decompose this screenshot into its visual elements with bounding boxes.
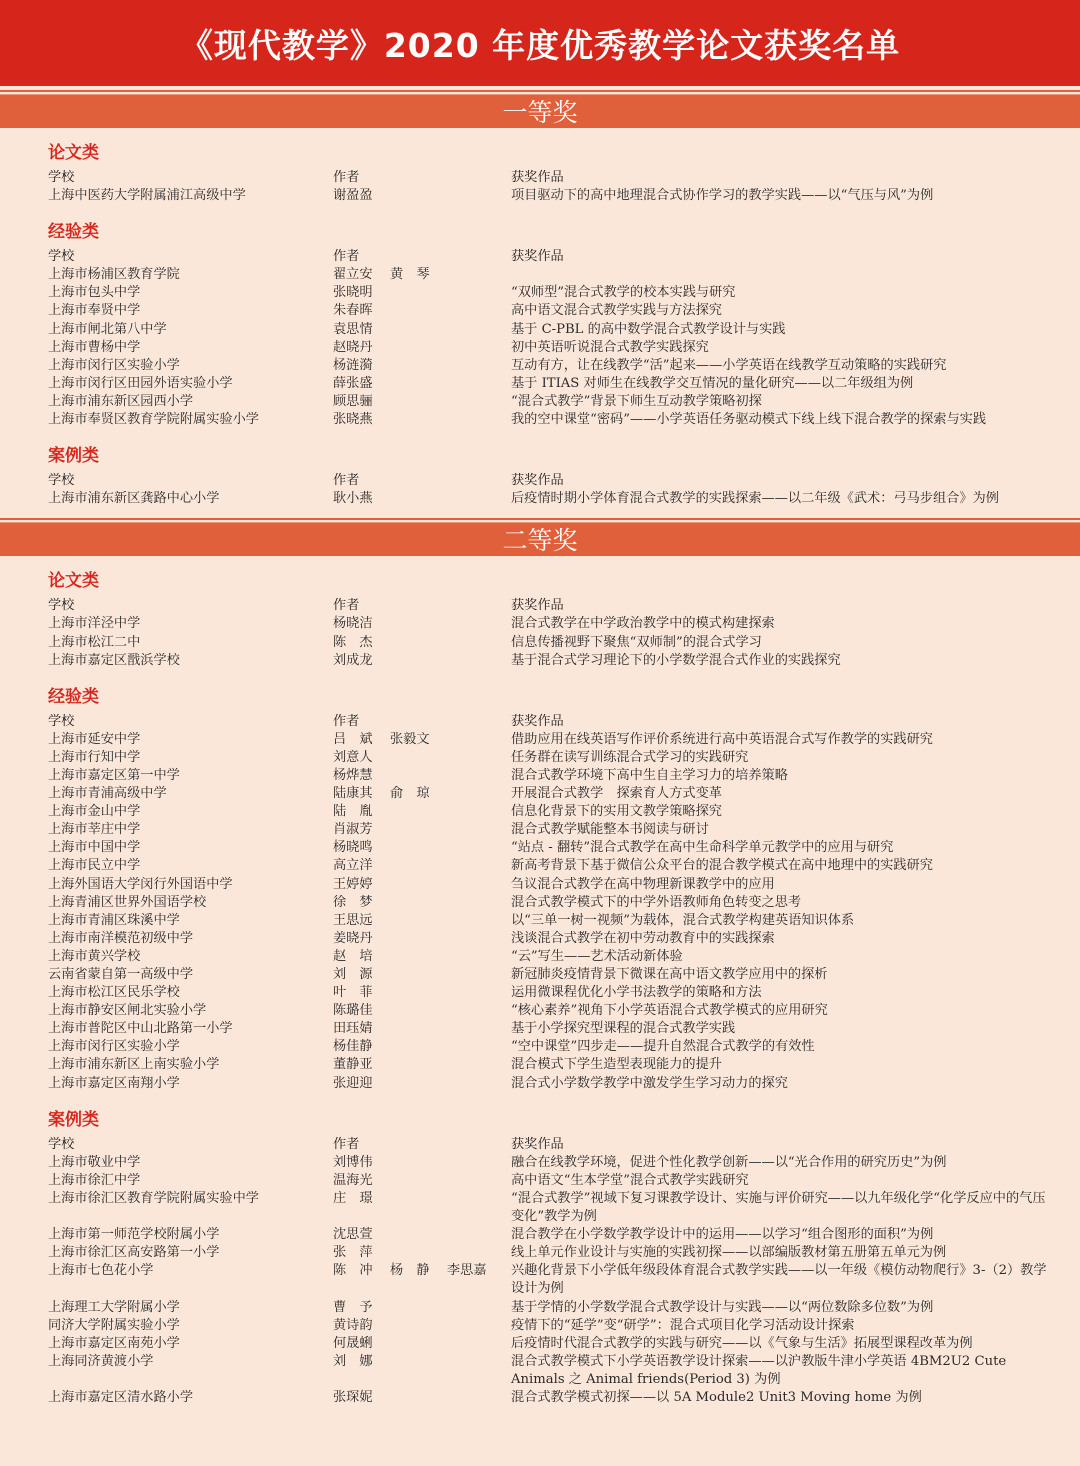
school-cell: 上海外国语大学闵行外国语中学 [48, 876, 233, 892]
author-cell: 叶 菲 [333, 985, 373, 1001]
column-header-school: 学校 [48, 1136, 75, 1152]
school-cell: 上海同济黄渡小学 [48, 1353, 154, 1369]
school-cell: 上海市闸北第八中学 [48, 321, 167, 337]
school-cell: 上海市青浦区珠溪中学 [48, 912, 180, 928]
column-header-work: 获奖作品 [511, 473, 564, 489]
table-row [0, 749, 1080, 767]
column-header-row [0, 713, 1080, 731]
award-list [0, 94, 1080, 1407]
column-header-school: 学校 [48, 598, 75, 614]
school-cell: 上海市民立中学 [48, 858, 141, 874]
school-cell: 上海市七色花小学 [48, 1263, 154, 1279]
work-cell: 融合在线教学环境，促进个性化教学创新——以“光合作用的研究历史”为例 [511, 1154, 947, 1170]
author-cell: 高立洋 [333, 858, 373, 874]
category-title: 论文类 [48, 143, 99, 163]
school-cell: 上海市莘庄中学 [48, 822, 141, 838]
author-cell: 刘意人 [333, 749, 373, 765]
work-cell: 混合式教学模式下小学英语教学设计探索——以沪教版牛津小学英语 4BM2U2 Cute Animals 之 Animal friends(Period 3) 为例 [511, 1353, 1007, 1387]
work-cell: 基于 ITIAS 对师生在线教学交互情况的量化研究——以二年级组为例 [511, 375, 914, 391]
school-cell: 上海市闵行区实验小学 [48, 1039, 180, 1055]
column-header-school: 学校 [48, 473, 75, 489]
column-header-author: 作者 [333, 170, 360, 185]
author-cell: 翟立安 黄 琴 [333, 267, 430, 283]
school-cell: 上海市包头中学 [48, 285, 141, 301]
table-row [0, 876, 1080, 894]
category-title: 经验类 [48, 686, 99, 707]
author-cell: 陆康其 俞 琼 [333, 786, 430, 802]
table-row [0, 302, 1080, 320]
author-cell: 杨晓鸣 [333, 840, 373, 856]
column-header-work: 获奖作品 [511, 249, 564, 265]
work-cell: 互动有方，让在线教学“活”起来——小学英语在线教学互动策略的实践研究 [511, 357, 947, 373]
school-cell: 上海中医药大学附属浦江高级中学 [48, 188, 246, 204]
author-cell: 赵 培 [333, 948, 373, 964]
school-cell: 上海市浦东新区园西小学 [48, 393, 194, 409]
table-row [0, 839, 1080, 857]
author-cell: 杨晓洁 [333, 616, 373, 632]
table-row [0, 393, 1080, 411]
column-header-author: 作者 [333, 249, 360, 265]
author-cell: 董静亚 [333, 1057, 373, 1073]
school-cell: 上海市奉贤中学 [48, 303, 141, 319]
work-cell: 以“三单一树一视频”为载体，混合式教学构建英语知识体系 [511, 912, 855, 928]
author-cell: 何晟蜊 [333, 1335, 373, 1351]
column-header-work: 获奖作品 [511, 170, 564, 185]
work-cell: “双师型”混合式教学的校本实践与研究 [511, 285, 736, 301]
author-cell: 徐 梦 [333, 894, 373, 910]
author-cell: 黄诗韵 [333, 1317, 373, 1333]
work-cell: 初中英语听说混合式教学实践探究 [511, 339, 709, 355]
table-row [0, 284, 1080, 302]
author-cell: 耿小燕 [333, 491, 373, 507]
column-header-row [0, 248, 1080, 266]
work-cell: 基于学情的小学数学混合式教学设计与实践——以“两位数除多位数”为例 [511, 1299, 934, 1315]
table-row [0, 375, 1080, 393]
table-row [0, 785, 1080, 803]
author-cell: 张晓燕 [333, 412, 373, 428]
table-row [0, 411, 1080, 429]
work-cell: “混合式教学”视域下复习课教学设计、实施与评价研究——以九年级化学“化学反应中的气压变化”教学为例 [511, 1190, 1046, 1225]
work-cell: “云”写生——艺术活动新体验 [511, 948, 683, 964]
table-row [0, 1002, 1080, 1020]
work-cell: 混合教学在小学数学教学设计中的运用——以学习“组合图形的面积”为例 [511, 1227, 934, 1243]
author-cell: 曹 予 [333, 1299, 373, 1315]
school-cell: 上海市徐汇区教育学院附属实验中学 [48, 1190, 259, 1206]
table-row [0, 266, 1080, 284]
table-row [0, 357, 1080, 375]
author-cell: 温海光 [333, 1172, 373, 1188]
table-row [0, 803, 1080, 821]
work-cell: 新高考背景下基于微信公众平台的混合教学模式在高中地理中的实践研究 [511, 858, 933, 874]
table-row [0, 1389, 1080, 1407]
school-cell: 上海市敬业中学 [48, 1154, 141, 1170]
work-cell: 项目驱动下的高中地理混合式协作学习的教学实践——以“气压与风”为例 [511, 188, 934, 204]
author-cell: 顾思骊 [333, 393, 373, 409]
table-row [0, 1244, 1080, 1262]
work-cell: 新冠肺炎疫情背景下微课在高中语文教学应用中的探析 [511, 967, 828, 982]
author-cell: 谢盈盈 [333, 188, 373, 204]
school-cell: 上海市嘉定区戬浜学校 [48, 652, 180, 668]
school-cell: 上海市浦东新区龚路中心小学 [48, 491, 220, 507]
column-header-school: 学校 [48, 713, 75, 729]
author-cell: 张琛妮 [333, 1389, 373, 1405]
work-cell: 高中语文“生本学堂”混合式教学实践研究 [511, 1172, 749, 1188]
column-header-row [0, 597, 1080, 615]
page-title: 《现代教学》2020 年度优秀教学论文获奖名单 [179, 25, 901, 65]
work-cell: 混合式教学模式下的中学外语教师角色转变之思考 [511, 894, 802, 910]
author-cell: 沈思萱 [333, 1227, 373, 1243]
author-cell: 赵晓丹 [333, 339, 373, 355]
school-cell: 上海市延安中学 [48, 731, 141, 747]
work-cell: 基于小学探究型课程的混合式教学实践 [511, 1021, 736, 1037]
school-cell: 上海市静安区闸北实验小学 [48, 1003, 207, 1019]
column-header-author: 作者 [333, 598, 360, 614]
work-cell: “站点 - 翻转”混合式教学在高中生命科学单元教学中的应用与研究 [511, 840, 894, 856]
school-cell: 上海市松江二中 [48, 634, 141, 650]
work-cell: 开展混合式教学 探索育人方式变革 [511, 786, 722, 802]
work-cell: “空中课堂”四步走——提升自然混合式教学的有效性 [511, 1039, 815, 1055]
category-title: 案例类 [48, 1109, 99, 1130]
work-cell: 混合式教学环境下高中生自主学习力的培养策略 [511, 767, 788, 783]
column-header-row [0, 1136, 1080, 1154]
author-cell: 张晓明 [333, 285, 373, 301]
work-cell: 基于混合式学习理论下的小学数学混合式作业的实践探究 [511, 652, 841, 668]
table-row [0, 857, 1080, 875]
work-cell: 任务群在读写训练混合式学习的实践研究 [511, 749, 749, 765]
table-row [0, 948, 1080, 966]
table-row [0, 1335, 1080, 1353]
table-row [0, 187, 1080, 205]
work-cell: 浅谈混合式教学在初中劳动教育中的实践探索 [511, 930, 775, 946]
school-cell: 上海市嘉定区第一中学 [48, 767, 180, 783]
table-row [0, 930, 1080, 948]
school-cell: 上海市闵行区田园外语实验小学 [48, 375, 233, 391]
prize-heading: 一等奖 [0, 94, 1080, 128]
work-cell: 基于 C-PBL 的高中数学混合式教学设计与实践 [511, 321, 786, 337]
table-row [0, 912, 1080, 930]
work-cell: 疫情下的“延学”变“研学”：混合式项目化学习活动设计探索 [511, 1317, 855, 1333]
author-cell: 陆 胤 [333, 804, 373, 820]
category-title: 案例类 [48, 446, 99, 467]
work-cell: 刍议混合式教学在高中物理新课教学中的应用 [511, 876, 775, 892]
column-header-work: 获奖作品 [511, 1136, 564, 1152]
table-row [0, 1353, 1080, 1389]
work-cell: “混合式教学”背景下师生互动教学策略初探 [511, 393, 762, 409]
work-cell: 兴趣化背景下小学低年级段体育混合式教学实践——以一年级《模仿动物爬行》3-（2）教学设计为例 [511, 1263, 1047, 1297]
school-cell: 上海理工大学附属小学 [48, 1299, 180, 1315]
author-cell: 张 萍 [333, 1245, 373, 1261]
table-row [0, 1262, 1080, 1298]
work-cell: 后疫情时代混合式教学的实践与研究——以《气象与生活》拓展型课程改革为例 [511, 1335, 973, 1351]
author-cell: 庄 璟 [333, 1190, 373, 1206]
author-cell: 陈 冲 杨 静 李思嘉 [333, 1263, 487, 1279]
author-cell: 刘博伟 [333, 1154, 373, 1170]
school-cell: 上海市松江区民乐学校 [48, 985, 180, 1001]
table-row [0, 821, 1080, 839]
column-header-school: 学校 [48, 170, 75, 185]
school-cell: 上海市曹杨中学 [48, 339, 141, 355]
work-cell: 我的空中课堂“密码”——小学英语任务驱动模式下线上线下混合教学的探索与实践 [511, 412, 987, 428]
author-cell: 田珏婧 [333, 1021, 373, 1037]
school-cell: 同济大学附属实验小学 [48, 1317, 180, 1333]
author-cell: 张迎迎 [333, 1075, 373, 1091]
work-cell: 线上单元作业设计与实施的实践初探——以部编版教材第五册第五单元为例 [511, 1245, 947, 1261]
school-cell: 上海市普陀区中山北路第一小学 [48, 1021, 233, 1037]
column-header-author: 作者 [333, 713, 360, 729]
school-cell: 上海市杨浦区教育学院 [48, 267, 180, 283]
school-cell: 上海市行知中学 [48, 749, 141, 765]
school-cell: 上海市南洋模范初级中学 [48, 930, 194, 946]
author-cell: 姜晓丹 [333, 930, 373, 946]
school-cell: 上海市第一师范学校附属小学 [48, 1227, 220, 1243]
table-row [0, 984, 1080, 1002]
table-row [0, 767, 1080, 785]
table-row [0, 1154, 1080, 1172]
table-row [0, 894, 1080, 912]
author-cell: 王婷婷 [333, 876, 373, 892]
work-cell [511, 266, 1051, 284]
work-cell: 混合式教学在中学政治教学中的模式构建探索 [511, 616, 775, 632]
author-cell: 杨烨慧 [333, 767, 373, 783]
work-cell: 信息化背景下的实用文教学策略探究 [511, 804, 722, 820]
school-cell: 上海市徐汇区高安路第一小学 [48, 1245, 220, 1261]
author-cell: 陈璐佳 [333, 1003, 373, 1019]
table-row [0, 490, 1080, 508]
author-cell: 杨佳静 [333, 1039, 373, 1055]
author-cell: 肖淑芳 [333, 822, 373, 838]
table-row [0, 1075, 1080, 1093]
table-row [0, 731, 1080, 749]
table-row [0, 1226, 1080, 1244]
author-cell: 袁思情 [333, 321, 373, 337]
school-cell: 上海青浦区世界外国语学校 [48, 894, 207, 910]
school-cell: 云南省蒙自第一高级中学 [48, 967, 194, 982]
author-cell: 陈 杰 [333, 634, 373, 650]
table-row [0, 1172, 1080, 1190]
table-row [0, 1020, 1080, 1038]
work-cell: 运用微课程优化小学书法教学的策略和方法 [511, 985, 762, 1001]
table-row [0, 652, 1080, 670]
work-cell: 后疫情时期小学体育混合式教学的实践探索——以二年级《武术：弓马步组合》为例 [511, 491, 999, 507]
school-cell: 上海市金山中学 [48, 804, 141, 820]
category-title: 论文类 [48, 571, 99, 592]
prize-heading: 二等奖 [0, 522, 1080, 556]
table-row [0, 339, 1080, 357]
author-cell: 刘 源 [333, 967, 373, 982]
column-header-school: 学校 [48, 249, 75, 265]
column-header-work: 获奖作品 [511, 713, 564, 729]
author-cell: 杨涟漪 [333, 357, 373, 373]
table-row [0, 1038, 1080, 1056]
author-cell: 薛张盛 [333, 375, 373, 391]
column-header-work: 获奖作品 [511, 598, 564, 614]
work-cell: 混合模式下学生造型表现能力的提升 [511, 1057, 722, 1073]
author-cell: 刘成龙 [333, 652, 373, 668]
title-bar [0, 0, 1080, 86]
table-row [0, 966, 1080, 984]
column-header-row [0, 169, 1080, 187]
work-cell: 混合式教学赋能整本书阅读与研讨 [511, 822, 709, 838]
work-cell: 混合式小学数学教学中激发学生学习动力的探究 [511, 1075, 788, 1091]
table-row [0, 615, 1080, 633]
author-cell: 朱春晖 [333, 303, 373, 319]
author-cell: 王思远 [333, 912, 373, 928]
category-title: 经验类 [48, 222, 99, 243]
school-cell: 上海市奉贤区教育学院附属实验小学 [48, 412, 259, 428]
work-cell: 混合式教学模式初探——以 5A Module2 Unit3 Moving home 为例 [511, 1389, 922, 1405]
column-header-author: 作者 [333, 1136, 360, 1152]
author-cell: 吕 斌 张毅文 [333, 731, 430, 747]
school-cell: 上海市嘉定区清水路小学 [48, 1389, 194, 1405]
table-row [0, 1299, 1080, 1317]
column-header-author: 作者 [333, 473, 360, 489]
work-cell: “核心素养”视角下小学英语混合式教学模式的应用研究 [511, 1003, 828, 1019]
school-cell: 上海市闵行区实验小学 [48, 357, 180, 373]
work-cell: 借助应用在线英语写作评价系统进行高中英语混合式写作教学的实践研究 [511, 731, 933, 747]
work-cell: 信息传播视野下聚焦“双师制”的混合式学习 [511, 634, 762, 650]
school-cell: 上海市青浦高级中学 [48, 786, 167, 802]
table-row [0, 1190, 1080, 1226]
school-cell: 上海市嘉定区南苑小学 [48, 1335, 180, 1351]
table-row [0, 634, 1080, 652]
work-cell: 高中语文混合式教学实践与方法探究 [511, 303, 722, 319]
school-cell: 上海市洋泾中学 [48, 616, 141, 632]
school-cell: 上海市浦东新区上南实验小学 [48, 1057, 220, 1073]
column-header-row [0, 472, 1080, 490]
table-row [0, 321, 1080, 339]
school-cell: 上海市黄兴学校 [48, 948, 141, 964]
table-row [0, 1056, 1080, 1074]
table-row [0, 1317, 1080, 1335]
author-cell: 刘 娜 [333, 1353, 373, 1369]
school-cell: 上海市中国中学 [48, 840, 141, 856]
school-cell: 上海市徐汇中学 [48, 1172, 141, 1188]
school-cell: 上海市嘉定区南翔小学 [48, 1075, 180, 1091]
